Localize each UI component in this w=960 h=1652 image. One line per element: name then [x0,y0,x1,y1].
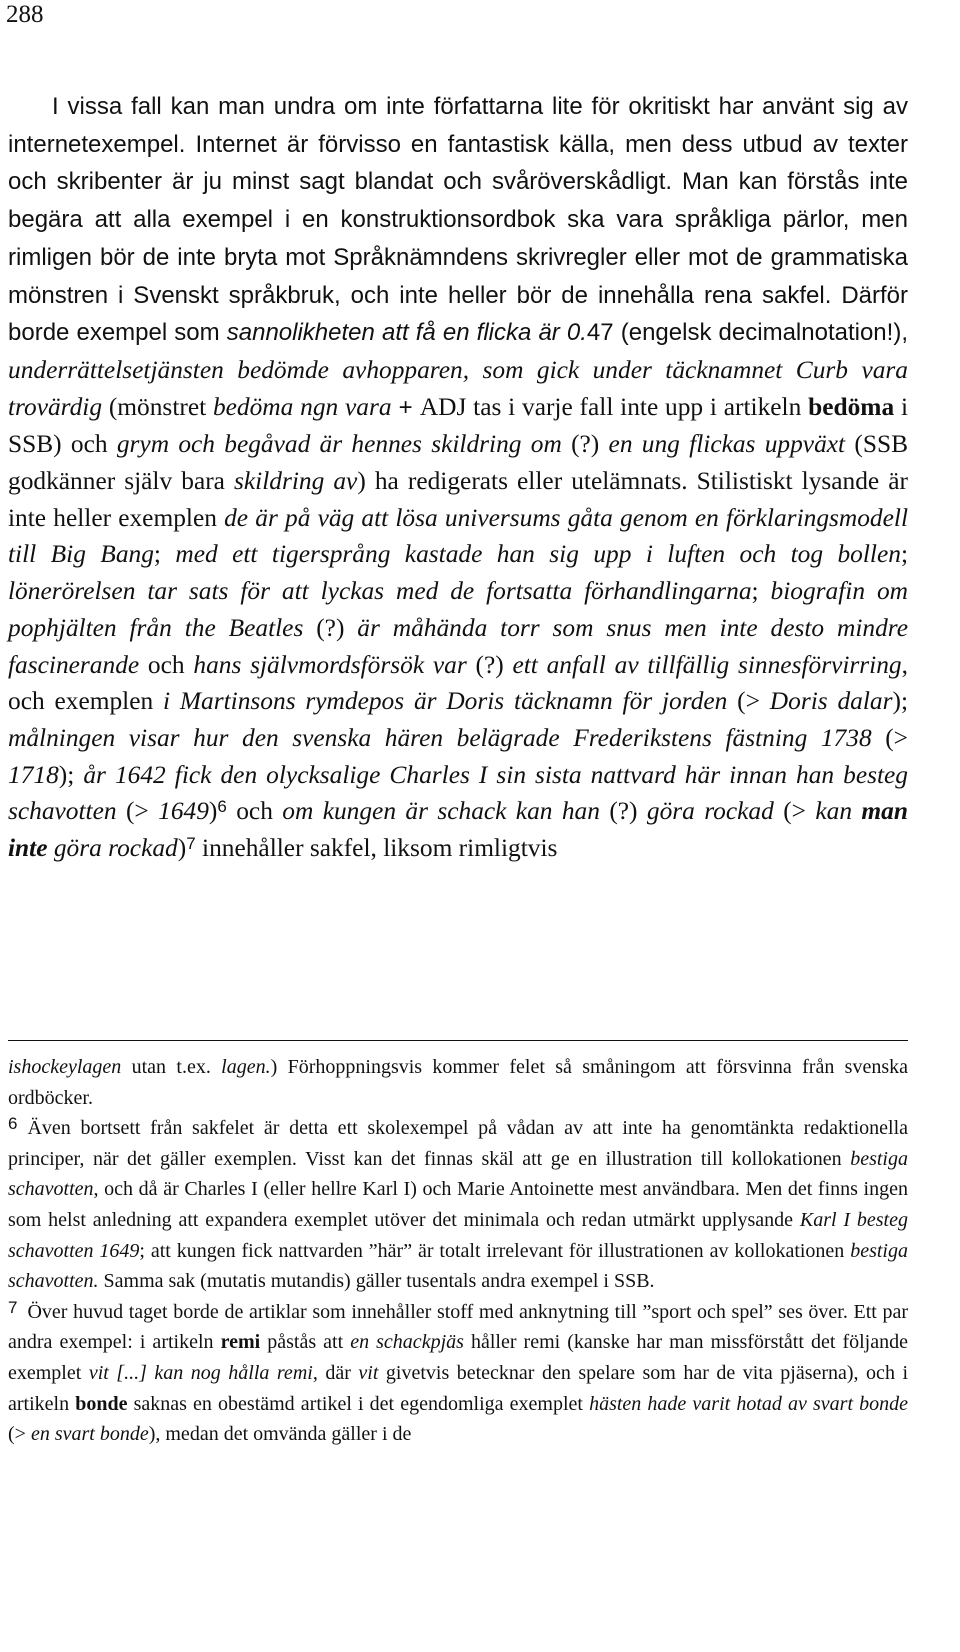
example-italic: i Martinsons rymdepos är Doris täcknamn för jorden [163,687,728,716]
example-italic: 1649 [158,797,209,826]
footnote-italic: en svart bonde [30,1423,149,1446]
footnote-italic: vit [...] kan nog hålla remi [88,1361,313,1384]
footnote-ref-6[interactable]: 6 [217,797,227,817]
footnote-text: , och då är Charles I (eller hellre Karl I) och Marie Antoinette mest användbara. Men det finns ingen som helst anledning att expandera exemplet utöver det minimala och redan utmärkt upplysande [8,1178,908,1231]
example-italic: bedöma ngn vara [212,392,392,421]
footnote-text: Samma sak (mutatis mutandis) gäller tusentals andra exempel i SSB. [98,1270,655,1293]
footnote-headword: bonde [75,1392,128,1415]
footnotes [8,1052,908,1450]
footnote-text: påstås att [260,1331,351,1354]
footnote-number: 6 [8,1114,18,1134]
text-run: (> [871,723,908,752]
example-italic: Doris dalar [769,687,893,716]
footnote-text: ), medan det omvända gäller i de [148,1423,412,1446]
example-italic: de är på väg att lösa universums gåta genom en förklaringsmodell till Big Bang [8,503,908,569]
example-italic: underrättelsetjänsten bedömde avhopparen, som gick under täcknamnet Curb vara trovärdig [8,355,908,421]
text-run: (?) [466,650,513,679]
plus-sign: + [391,393,420,421]
example-italic: lönerörelsen tar sats för att lyckas med de fortsatta förhandlingarna [8,577,752,606]
footnote-text: håller remi (kanske har man missförstått det följande exemplet [8,1331,908,1384]
text-run: (?) [599,797,647,826]
text-run: (> [116,797,159,826]
text-run: (> [727,687,770,716]
text-run: ) [177,834,187,863]
page-number: 288 [6,1,44,28]
footnote-italic: ishockeylagen [8,1056,122,1078]
footnote-7 [8,1297,908,1450]
footnote-continuation [8,1052,908,1113]
example-italic: målningen visar hur den svenska hären belägrade Frederikstens fästning 1738 [8,723,872,752]
example-italic: sannolikheten att få en flicka är 0. [226,319,587,347]
example-italic: göra rockad [47,834,178,863]
text-run: (?) [561,430,609,459]
example-italic: 1718 [8,760,59,789]
text-run: ADJ tas i varje fall inte upp i artikeln [419,392,809,421]
example-italic: en ung flickas uppväxt [608,430,846,459]
footnote-italic: bestiga schavotten [8,1147,908,1201]
footnote-italic: Karl I besteg schavotten 1649 [8,1208,908,1262]
footnote-6 [8,1113,908,1297]
footnote-italic: vit [358,1361,379,1384]
headword-bold: bedöma [808,392,895,421]
footnote-italic: hästen hade varit hotad av svart bonde [589,1392,908,1415]
footnote-italic: en schackpjäs [350,1331,464,1354]
text-run: Man kan förstås inte begära att alla exempel i en konstruktionsordbok ska vara språkliga pärlor, men rimligen bör de inte bryta mot Språknämndens skrivregler eller mot de grammatiska mönstren i Svenskt språkbruk, och inte heller bör de innehålla rena sakfel. Därför borde exempel som [8,168,908,347]
footnote-text: saknas en obestämd artikel i det egendomliga exemplet [127,1392,590,1415]
text-run: ; [751,577,771,606]
example-italic: grym och begåvad är hennes skildring om [116,430,562,459]
text-run: ; [900,540,909,569]
example-italic: hans självmordsförsök var [193,650,467,679]
example-italic: ett anfall av tillfällig sinnesförvirring [512,650,902,679]
example-italic: med ett tigersprång kastade han sig upp i luften och tog bollen [175,540,901,569]
footnote-text: givetvis betecknar den spelare som har de vita pjäserna), och i artikeln [8,1361,909,1415]
footnote-ref-7[interactable]: 7 [186,834,196,854]
footnote-text: Över huvud taget borde de artiklar som innehåller stoff med anknytning till ”sport och spel” ses över. Ett par andra exempel: i artikeln [8,1300,908,1354]
footnote-text: ) Förhoppningsvis kommer felet så småningom att försvinna från svenska ordböcker. [8,1056,908,1109]
footnote-number: 7 [8,1297,18,1317]
example-italic: kan [815,797,862,826]
text-run: ); [892,687,908,716]
text-run: innehåller sakfel, liksom rimligtvis [195,834,558,863]
footnote-text: utan t.ex. [121,1056,222,1078]
text-run: ) [208,797,218,826]
example-number: 47 [586,319,614,347]
example-italic: göra rockad [646,797,774,826]
example-italic: skildring av [234,467,358,496]
example-bold-italic: man inte [8,797,908,863]
text-run: (engelsk decimalnotation!), [613,319,908,347]
example-italic: är måhända torr som snus men inte desto mindre fascinerande [8,613,908,679]
body-text [8,88,908,867]
footnote-text: ; att kungen fick nattvarden ”här” är totalt irrelevant för illustrationen av kollokationen [139,1239,851,1262]
text-run: I vissa fall kan man undra om inte författarna lite för okritiskt har använt sig av internetexempel. Internet är förvisso en fantastisk källa, men dess utbud av texter och skribenter är ju minst sagt blandat och svåröverskådligt. [8,93,908,196]
main-paragraph [8,88,908,867]
example-italic: år 1642 fick den olycksalige Charles I sin sista nattvard här innan han besteg schavotten [8,760,908,826]
footnote-text: (> [8,1423,31,1446]
footnote-text: Även bortsett från sakfelet är detta ett skolexempel på vådan av att inte ha genomtänkta redaktionella principer, när det gäller exemplen. Visst kan det finnas skäl att ge en illustration till kollokationen [8,1117,908,1170]
text-run: ); [58,760,84,789]
footnote-text: , där [312,1361,359,1384]
text-run: (SSB godkänner själv bara [8,430,909,496]
text-run: (?) [303,613,358,642]
text-run: i SSB) och [8,392,909,459]
footnote-italic: bestiga schavotten. [8,1239,908,1293]
text-run: och [139,650,194,679]
text-run: ) ha redigerats eller utelämnats. Stilistiskt lysande är inte heller exemplen [8,467,908,532]
text-run: (> [773,797,816,826]
text-run: och [226,797,283,826]
footnote-divider [8,1040,908,1041]
text-run: , och exemplen [8,650,908,716]
text-run: (mönstret [102,392,213,421]
footnote-headword: remi [220,1331,261,1354]
example-italic: om kungen är schack kan han [282,797,600,826]
footnote-italic: lagen. [221,1056,271,1078]
text-run: ; [153,540,176,569]
example-italic: biografin om pophjälten från the Beatles [8,577,908,642]
